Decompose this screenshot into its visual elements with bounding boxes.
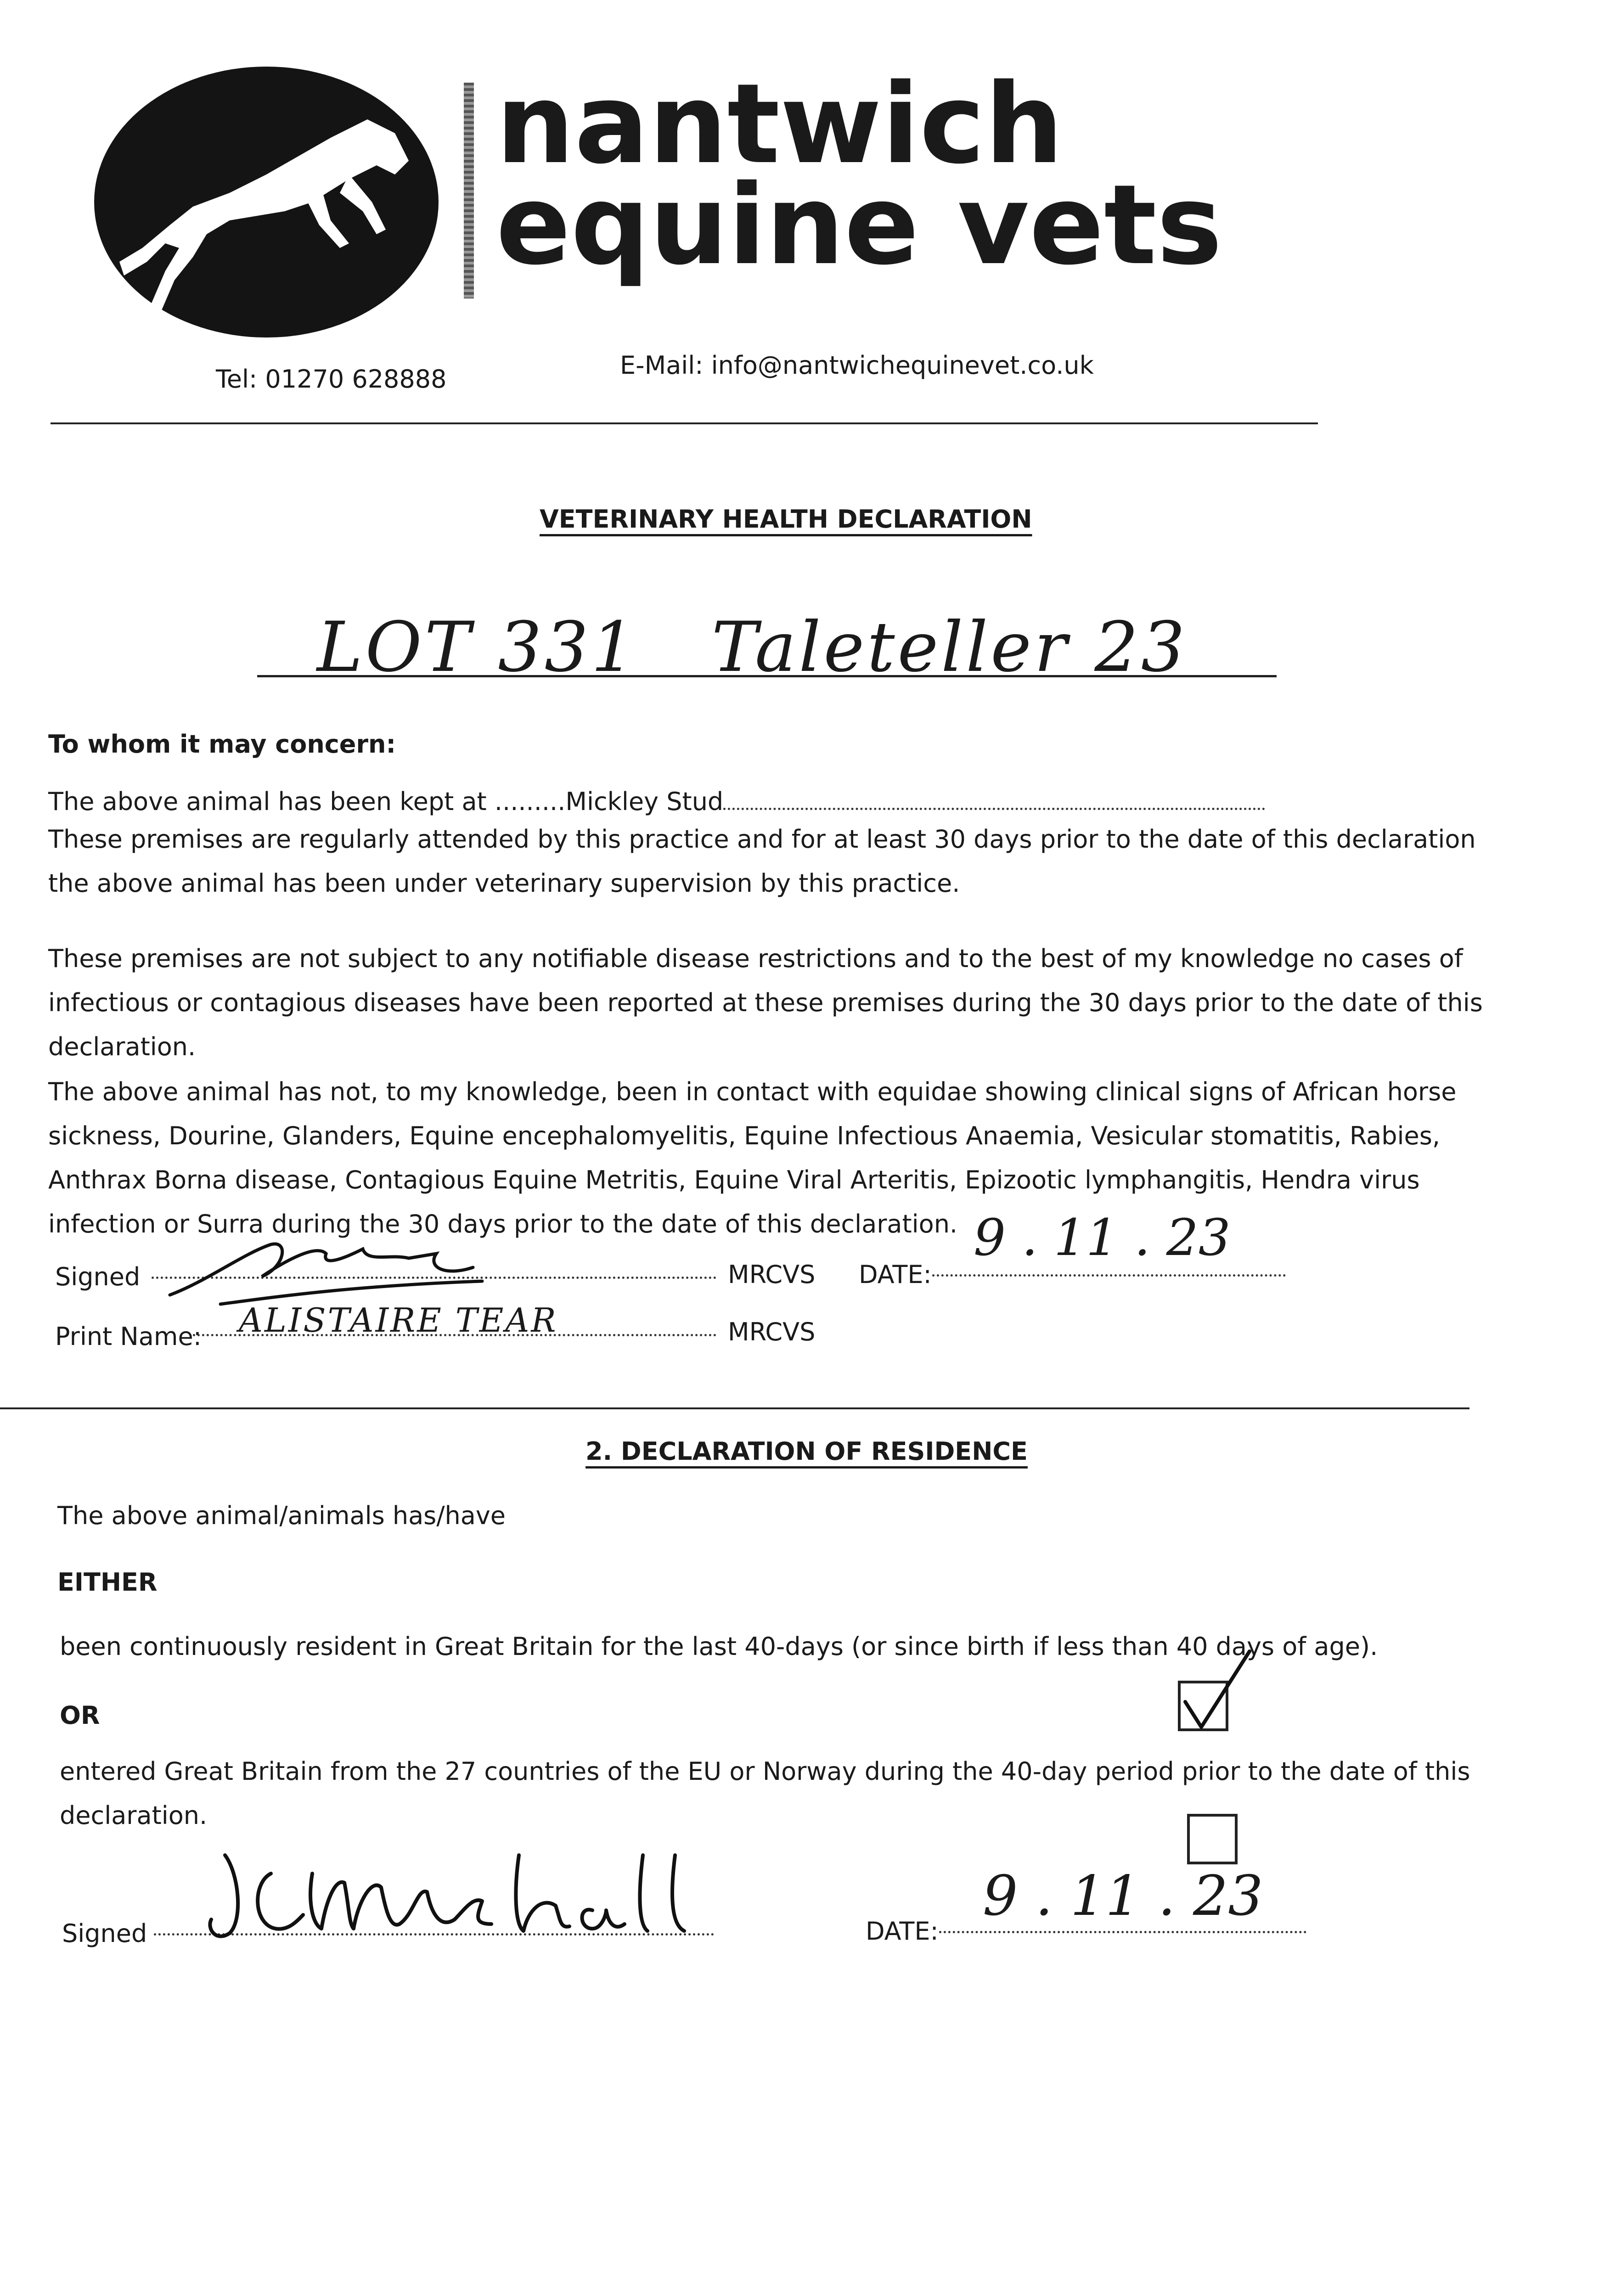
vet-date-dots (932, 1274, 1286, 1277)
owner-date-label: DATE: (866, 1917, 939, 1946)
section-divider (0, 1407, 1469, 1409)
health-declaration-title: VETERINARY HEALTH DECLARATION (540, 505, 1032, 534)
animal-identity: LOT 331 Taleteller 23 (317, 608, 1188, 687)
brand-divider (464, 83, 474, 298)
vet-signed-label: Signed (55, 1262, 141, 1291)
owner-date-dots (939, 1931, 1306, 1933)
residence-intro: The above animal/animals has/have (57, 1501, 506, 1530)
either-label: EITHER (57, 1568, 158, 1597)
kept-at-dots (723, 808, 1265, 810)
owner-signature (197, 1846, 712, 1947)
option-entered-checkbox[interactable] (1187, 1814, 1238, 1864)
logo (92, 64, 441, 340)
owner-date-value: 9 . 11 . 23 (983, 1864, 1263, 1928)
print-name-mrcvs: MRCVS (728, 1317, 816, 1346)
contact-paragraph: The above animal has not, to my knowledge, been in contact with equidae showing clinical signs of African horse sickness, Dourine, Glanders, Equine encephalomyelitis, Equine Infectious Anaemia, Vesicular stomatitis, Rabies, Anthrax Borna disease, Contagious Equine Metritis, Equine Viral Arteritis, Epizootic lymphangitis, Hendra virus infection or Surra during the 30 days prior to the date of this declaration. (48, 1077, 1457, 1238)
kept-at-value: Mickley Stud (565, 787, 724, 816)
restrictions-paragraph: These premises are not subject to any notifiable disease restrictions and to the best of my knowledge no cases of infectious or contagious diseases have been reported at these premises during the 30 days prior to the date of this declaration. (48, 944, 1483, 1061)
phone-number: Tel: 01270 628888 (216, 365, 447, 394)
supervision-paragraph: These premises are regularly attended by this practice and for at least 30 days prior to the date of this declaration the above animal has been under veterinary supervision by this practice. (48, 825, 1476, 898)
kept-at-prefix: The above animal has been kept at ......... (48, 787, 566, 816)
option-resident-text: been continuously resident in Great Britain for the last 40-days (or since birth if less than 40 days of age). (60, 1632, 1378, 1661)
salutation: To whom it may concern: (48, 730, 396, 759)
brand-name-line2: equine vets (496, 161, 1222, 289)
vet-date-label: DATE: (859, 1260, 932, 1289)
owner-signed-label: Signed (62, 1919, 147, 1948)
vet-date-value: 9 . 11 . 23 (974, 1208, 1231, 1267)
kept-at-line (48, 783, 1265, 820)
vet-signature (152, 1226, 519, 1309)
print-name-value: ALISTAIRE TEAR (239, 1301, 558, 1339)
option-resident-checkbox[interactable] (1178, 1681, 1228, 1731)
header-divider (51, 422, 1318, 424)
animal-identity-line (257, 675, 1277, 677)
or-label: OR (60, 1701, 100, 1730)
print-name-label: Print Name: (55, 1322, 202, 1351)
jumping-horse-icon (92, 64, 441, 340)
brand-name-line1: nantwich (496, 60, 1064, 188)
vet-signed-mrcvs: MRCVS (728, 1260, 816, 1289)
option-entered-text: entered Great Britain from the 27 countries of the EU or Norway during the 40-day period prior to the date of this declaration. (60, 1757, 1470, 1830)
residence-declaration-title: 2. DECLARATION OF RESIDENCE (585, 1437, 1028, 1466)
email-address: E-Mail: info@nantwichequinevet.co.uk (620, 351, 1094, 380)
checkmark-icon (1176, 1647, 1268, 1739)
